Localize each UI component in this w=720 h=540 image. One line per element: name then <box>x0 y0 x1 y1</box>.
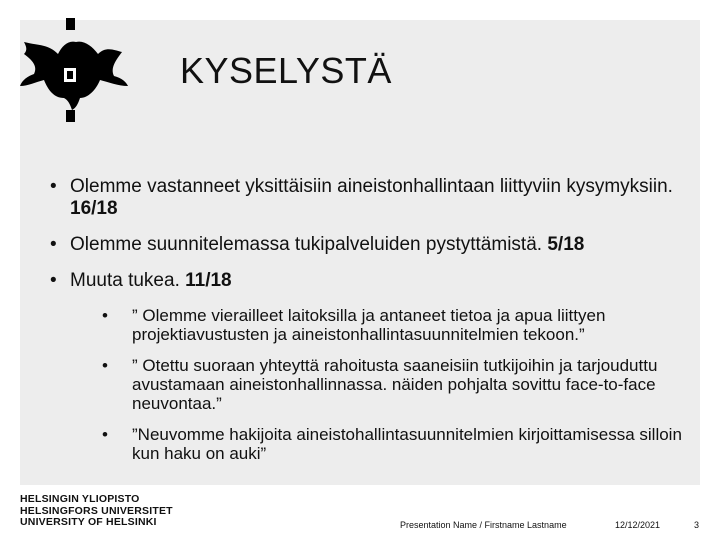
bullet-marker: • <box>50 234 57 255</box>
footer-page-number: 3 <box>694 520 700 530</box>
bullet-text: Olemme suunnitelemassa tukipalveluiden pystyttämistä. <box>70 234 548 255</box>
bullet-item <box>50 234 690 256</box>
footer-date: 12/12/2021 <box>615 520 661 530</box>
sub-bullet-item <box>102 356 690 413</box>
bullet-marker: • <box>50 270 57 291</box>
bullet-marker: • <box>50 176 57 197</box>
university-name-fi: HELSINGIN YLIOPISTO <box>20 493 140 505</box>
footer-presentation-name: Presentation Name / Firstname Lastname <box>400 520 567 530</box>
sub-bullet-text: ” Olemme vierailleet laitoksilla ja antaneet tietoa ja apua liittyen projektiavustusten ja aineistonhallintasuunnitelmien tekoon.” <box>132 306 606 344</box>
bullet-count: 5/18 <box>547 234 585 255</box>
university-logo-icon <box>18 16 130 124</box>
slide-title: KYSELYSTÄ <box>180 50 392 91</box>
university-name-en: UNIVERSITY OF HELSINKI <box>20 516 157 528</box>
sub-bullet-item <box>102 306 690 344</box>
bullet-item <box>50 270 690 292</box>
bullet-count: 16/18 <box>70 198 118 219</box>
sub-bullet-item <box>102 425 690 463</box>
bullet-marker: • <box>102 306 108 325</box>
bullet-text: Muuta tukea. <box>70 270 186 291</box>
bullet-marker: • <box>102 356 108 375</box>
bullet-marker: • <box>102 425 108 444</box>
bullet-list <box>50 176 690 475</box>
bullet-count: 11/18 <box>185 270 232 291</box>
university-name <box>20 494 173 529</box>
sub-bullet-text: ”Neuvomme hakijoita aineistohallintasuunnitelmien kirjoittamisessa silloin kun haku on auki” <box>132 425 682 463</box>
bullet-text: Olemme vastanneet yksittäisiin aineistonhallintaan liittyviin kysymyksiin. <box>70 176 673 197</box>
university-name-sv: HELSINGFORS UNIVERSITET <box>20 504 173 517</box>
sub-bullet-text: ” Otettu suoraan yhteyttä rahoitusta saaneisiin tutkijoihin ja tarjouduttu avustamaan aineistonhallinnassa. näiden pohjalta sovittu face-to-face neuvontaa.” <box>132 356 658 413</box>
bullet-item <box>50 176 690 220</box>
